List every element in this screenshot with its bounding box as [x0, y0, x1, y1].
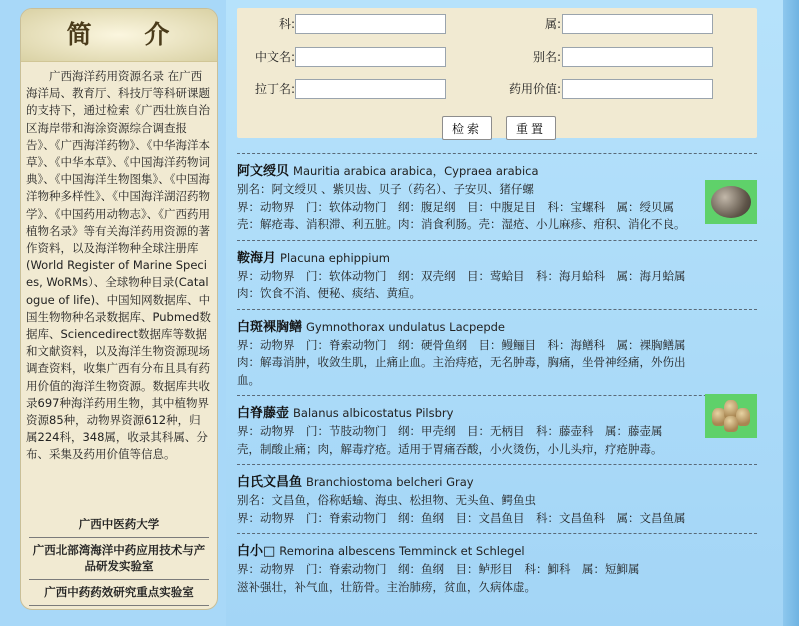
latin-name-input[interactable] — [295, 79, 446, 99]
result-entry — [237, 309, 757, 396]
entry-latin-name: Branchiostoma belcheri Gray — [306, 475, 474, 489]
entry-taxonomy: 界：动物界 门：脊索动物门 纲：鱼纲 目：文昌鱼目 科：文昌鱼科 属：文昌鱼属 — [237, 510, 686, 525]
entry-medicinal-value: 壳，制酸止痛；肉，解毒疗疮。适用于胃痛吞酸，小火烫伤，小儿头疖，疗疮肿毒。 — [237, 441, 663, 456]
medicinal-value-label: 药用价值: — [508, 82, 561, 96]
genus-input[interactable] — [562, 14, 713, 34]
entry-taxonomy: 界：动物界 门：软体动物门 纲：腹足纲 目：中腹足目 科：宝螺科 属：绶贝属 — [237, 199, 674, 214]
family-label: 科: — [278, 17, 295, 31]
entry-latin-name: Remorina albescens Temminck et Schlegel — [279, 544, 525, 558]
intro-heading: 简 介 — [21, 9, 217, 62]
intro-text: 广西海洋药用资源名录 在广西海洋局、教育厅、科技厅等科研课题的支持下，通过检索《广西壮族自治区海岸带和海涂资源综合调查报告》、《广西海洋药物》、《中华海洋本草》、《中华本草》、《中国海洋药物词典》、《中国海洋生物图集》、《中国海洋物种多样性》、《中国海洋湖沼药物学》、《中国药用动物志》、《广西药用植物名录》等有关海洋药用资源的著作资料，以及海洋物种全球注册库(World Register of Marine Species, WoRMs）、全球物种目录(Catalogue of life)、中国知网数据库、中国生物物种名录数据库、Pubmed数据库、Sciencedirect数据库等数据和文献资料，以及海洋生物资源现场调查资料，收集广西有分布且具有药用价值的海洋生物资源。数据库共收录697种海洋药用生物，其中植物界资源85种，动物界资源612种，归属224科，348属，收录其科属、分布、采集及药用价值等信息。 — [26, 69, 211, 462]
result-entry — [237, 464, 757, 533]
entry-medicinal-value: 滋补强壮，补气血，壮筋骨。主治肺痨，贫血，久病体虚。 — [237, 579, 536, 594]
search-form — [237, 8, 757, 138]
entry-latin-name: Gymnothorax undulatus Lacpepde — [306, 319, 506, 334]
entry-cn-name[interactable]: 白氏文昌鱼 — [237, 475, 303, 490]
entry-medicinal-value: 肉：解毒消肿，收敛生肌，止痛止血。主治痔疮，无名肿毒，胸痛，坐骨神经痛，外伤出血。 — [237, 355, 686, 387]
results-list — [237, 153, 757, 602]
entry-latin-name: Mauritia arabica arabica，Cypraea arabica — [293, 164, 539, 178]
cn-name-input[interactable] — [295, 47, 446, 67]
entry-cn-name[interactable]: 白斑裸胸鳝 — [237, 319, 303, 335]
entry-medicinal-value: 肉：饮食不消、便秘、痰结、黄疸。 — [237, 286, 421, 300]
entry-taxonomy: 界：动物界 门：软体动物门 纲：双壳纲 目：莺蛤目 科：海月蛤科 属：海月蛤属 — [237, 268, 686, 283]
result-entry — [237, 153, 757, 240]
result-entry — [237, 395, 757, 464]
medicinal-value-input[interactable] — [562, 79, 713, 99]
cn-name-label: 中文名: — [254, 50, 295, 64]
entry-cn-name[interactable]: 白脊藤壶 — [237, 406, 290, 421]
alias-input[interactable] — [562, 47, 713, 67]
reset-button[interactable]: 重置 — [506, 116, 556, 140]
entry-alias: 别名：文昌鱼，俗称蛞蝓、海虫、松担物、无头鱼、鳄鱼虫 — [237, 493, 536, 507]
entry-cn-name[interactable]: 鞍海月 — [237, 250, 277, 266]
entry-alias: 别名：阿文绶贝 、紫贝齿、贝子（药名）、子安贝、猪仔螺 — [237, 182, 534, 196]
org-pharmacology-lab: 广西中药药效研究重点实验室 — [29, 580, 209, 606]
cowrie-shell-image[interactable] — [705, 180, 757, 224]
entry-latin-name: Placuna ephippium — [280, 250, 390, 265]
entry-taxonomy: 界：动物界 门：脊索动物门 纲：硬骨鱼纲 目：鳗鲡目 科：海鳝科 属：裸胸鳝属 — [237, 337, 686, 352]
genus-label: 属: — [544, 17, 561, 31]
family-input[interactable] — [295, 14, 446, 34]
result-entry — [237, 240, 757, 309]
entry-taxonomy: 界：动物界 门：脊索动物门 纲：鱼纲 目：鲈形目 科：鮣科 属：短鮣属 — [237, 562, 640, 576]
entry-taxonomy: 界：动物界 门：节肢动物门 纲：甲壳纲 目：无柄目 科：藤壶科 属：藤壶属 — [237, 424, 663, 438]
intro-panel — [20, 8, 218, 610]
entry-cn-name[interactable]: 白小□ — [237, 544, 276, 559]
entry-medicinal-value: 壳：解疮毒、消积滞、利五脏。肉：消食利肠。壳：湿疮、小儿麻疹、疳积、消化不良。 — [237, 217, 686, 231]
org-gxtcm: 广西中医药大学 — [29, 512, 209, 538]
latin-name-label: 拉丁名: — [254, 82, 295, 96]
org-list — [29, 512, 209, 606]
alias-label: 别名: — [532, 50, 561, 64]
result-entry — [237, 533, 757, 602]
entry-latin-name: Balanus albicostatus Pilsbry — [293, 406, 454, 420]
barnacle-image[interactable] — [705, 394, 757, 438]
entry-cn-name[interactable]: 阿文绶贝 — [237, 164, 290, 179]
search-button[interactable]: 检索 — [442, 116, 492, 140]
org-beibu-lab: 广西北部湾海洋中药应用技术与产品研发实验室 — [29, 538, 209, 580]
